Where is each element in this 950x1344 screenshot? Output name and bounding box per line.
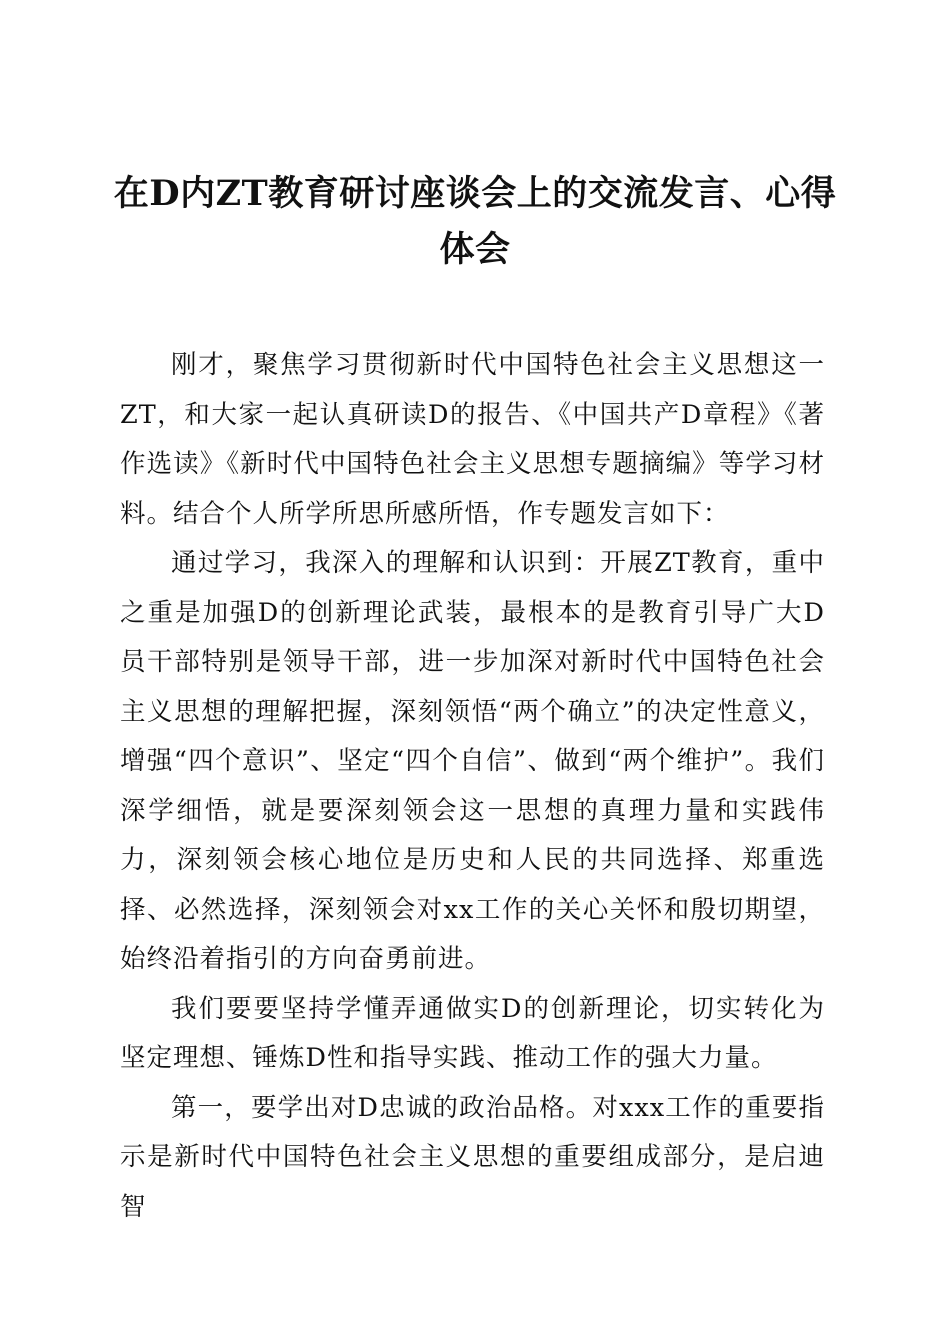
paragraph-3: 我们要要坚持学懂弄通做实D的创新理论，切实转化为坚定理想、锤炼D性和指导实践、推动工作的强大力量。: [120, 993, 825, 1073]
paragraph-2: 通过学习，我深入的理解和认识到：开展ZT教育，重中之重是加强D的创新理论武装，最根本的是教育引导广大D员干部特别是领导干部，进一步加深对新时代中国特色社会主义思想的理解把握，深刻领悟“两个确立”的决定性意义，增强“四个意识”、坚定“四个自信”、做到“两个维护”。我们深学细悟，就是要深刻领会这一思想的真理力量和实践伟力，深刻领会核心地位是历史和人民的共同选择、郑重选择、必然选择，深刻领会对xx工作的关心关怀和殷切期望，始终沿着指引的方向奋勇前进。: [120, 548, 825, 974]
document-title: 在D内ZT教育研讨座谈会上的交流发言、心得体会: [113, 173, 837, 270]
paragraph-1: 刚才，聚焦学习贯彻新时代中国特色社会主义思想这一ZT，和大家一起认真研读D的报告、《中国共产D章程》《著作选读》《新时代中国特色社会主义思想专题摘编》等学习材料。结合个人所学所思所感所悟，作专题发言如下：: [120, 350, 825, 529]
document-body: [120, 341, 825, 1232]
paragraph-4: 第一，要学出对D忠诚的政治品格。对xxx工作的重要指示是新时代中国特色社会主义思想的重要组成部分，是启迪智: [120, 1092, 825, 1222]
